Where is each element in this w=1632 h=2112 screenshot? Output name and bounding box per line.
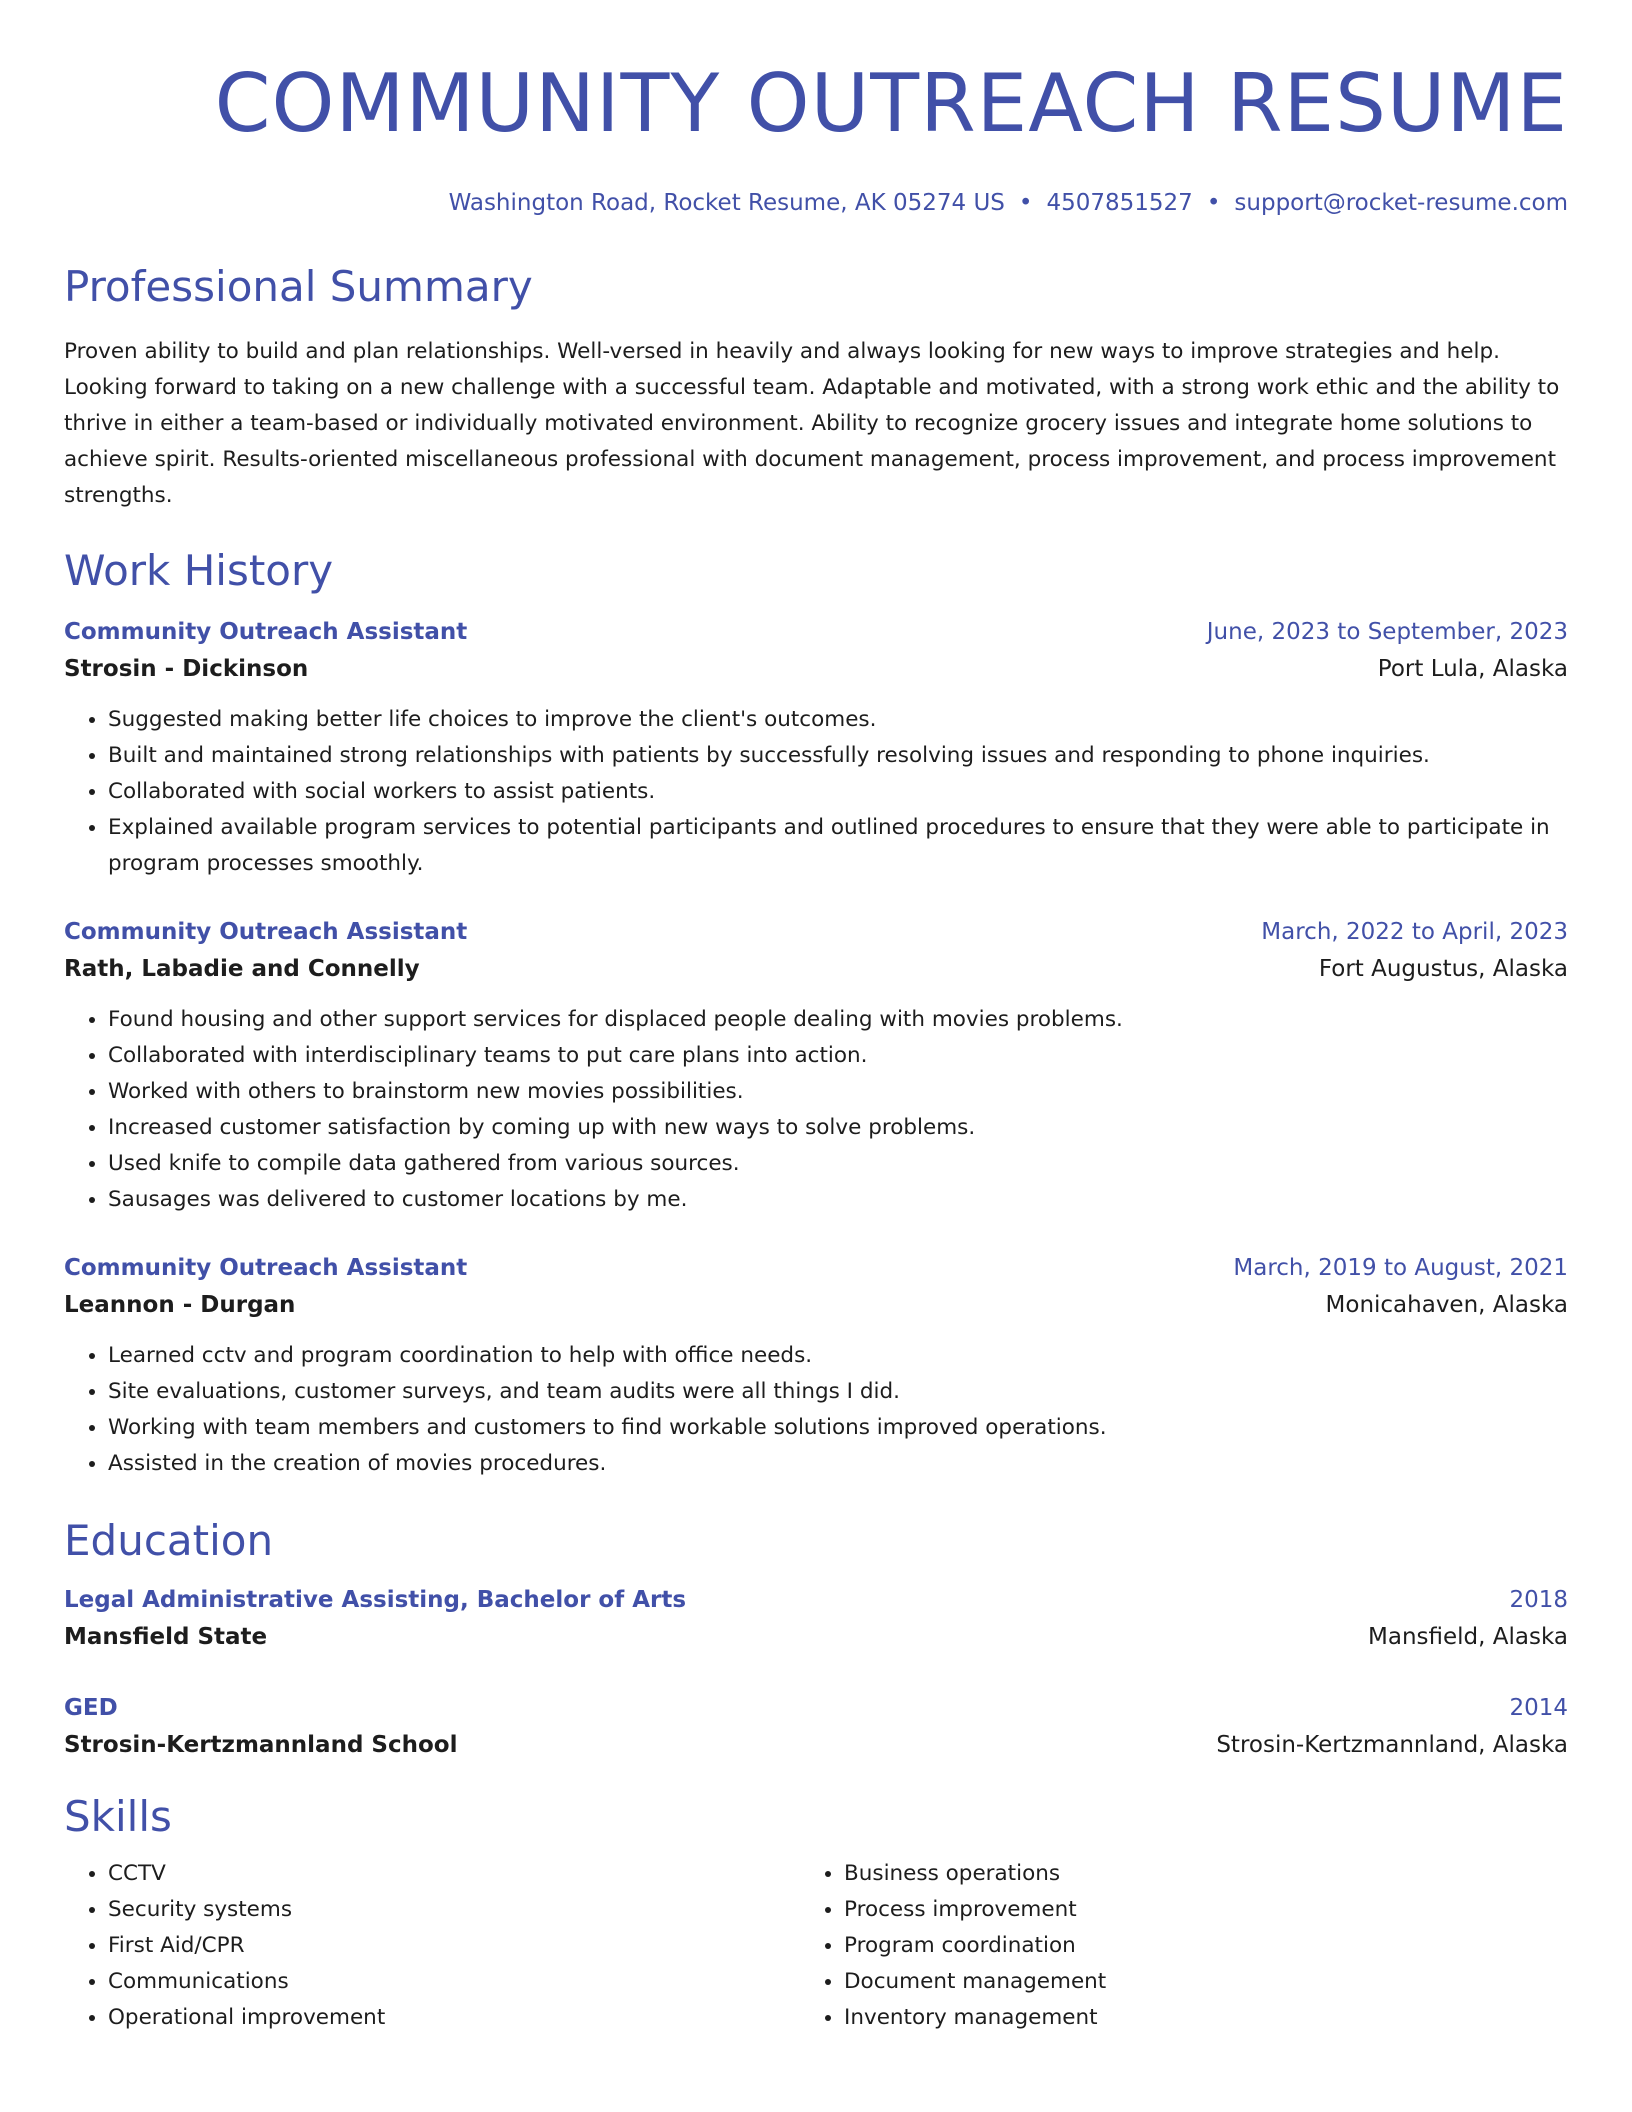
job-location: Port Lula, Alaska xyxy=(1377,656,1568,682)
resume-header xyxy=(64,56,1568,218)
education-degree: GED xyxy=(64,1695,118,1721)
job-bullet: • Suggested making better life choices to improve the client's outcomes. xyxy=(108,702,1568,738)
skill-item: • Process improvement xyxy=(844,1892,1536,1928)
job-bullets xyxy=(64,1338,1568,1482)
contact-line xyxy=(64,188,1568,218)
job-location: Fort Augustus, Alaska xyxy=(1318,956,1568,982)
skills-column-left xyxy=(64,1856,800,2036)
education-year: 2014 xyxy=(1509,1695,1568,1721)
job-entry xyxy=(64,914,1568,1218)
job-bullet: • Built and maintained strong relationships with patients by successfully resolving issues and responding to phone inquiries. xyxy=(108,738,1568,774)
skill-item: • First Aid/CPR xyxy=(108,1928,800,1964)
job-bullet: • Used knife to compile data gathered from various sources. xyxy=(108,1146,1568,1182)
education-location: Mansfield, Alaska xyxy=(1368,1624,1568,1650)
skills-heading: Skills xyxy=(64,1792,172,1841)
job-bullet: • Learned cctv and program coordination to help with office needs. xyxy=(108,1338,1568,1374)
job-dates: June, 2023 to September, 2023 xyxy=(1206,619,1568,645)
education-school: Mansfield State xyxy=(64,1624,268,1650)
job-title: Community Outreach Assistant xyxy=(64,919,468,945)
job-title: Community Outreach Assistant xyxy=(64,1255,468,1281)
skill-item: • CCTV xyxy=(108,1856,800,1892)
skill-item: • Security systems xyxy=(108,1892,800,1928)
job-bullet: • Found housing and other support services for displaced people dealing with movies problems. xyxy=(108,1002,1568,1038)
skill-item: • Program coordination xyxy=(844,1928,1536,1964)
job-bullet: • Assisted in the creation of movies procedures. xyxy=(108,1446,1568,1482)
resume-name: COMMUNITY OUTREACH RESUME xyxy=(214,57,1568,150)
education-entry xyxy=(64,1690,1568,1764)
skill-item: • Operational improvement xyxy=(108,2000,800,2036)
skill-item: • Communications xyxy=(108,1964,800,2000)
education-entry xyxy=(64,1582,1568,1656)
education-heading: Education xyxy=(64,1516,274,1565)
skills-list xyxy=(64,1856,1568,2036)
education-school: Strosin-Kertzmannland School xyxy=(64,1732,458,1758)
job-bullet: • Collaborated with social workers to assist patients. xyxy=(108,774,1568,810)
job-title: Community Outreach Assistant xyxy=(64,619,468,645)
skill-item: • Document management xyxy=(844,1964,1536,2000)
skills-column-right xyxy=(800,1856,1536,2036)
job-location: Monicahaven, Alaska xyxy=(1325,1292,1568,1318)
contact-email: support@rocket-resume.com xyxy=(1234,190,1568,216)
contact-address: Washington Road, Rocket Resume, AK 05274 US xyxy=(448,190,1005,216)
work-history-heading: Work History xyxy=(64,546,334,595)
skill-item: • Business operations xyxy=(844,1856,1536,1892)
contact-separator: • xyxy=(1206,190,1221,216)
job-entry xyxy=(64,1250,1568,1482)
job-employer: Leannon - Durgan xyxy=(64,1292,296,1318)
job-bullet: • Sausages was delivered to customer locations by me. xyxy=(108,1182,1568,1218)
job-bullet: • Collaborated with interdisciplinary teams to put care plans into action. xyxy=(108,1038,1568,1074)
education-year: 2018 xyxy=(1509,1587,1568,1613)
summary-heading: Professional Summary xyxy=(64,262,533,311)
job-dates: March, 2022 to April, 2023 xyxy=(1261,919,1568,945)
skill-item: • Inventory management xyxy=(844,2000,1536,2036)
job-bullet: • Site evaluations, customer surveys, and team audits were all things I did. xyxy=(108,1374,1568,1410)
job-bullet: • Explained available program services to potential participants and outlined procedures to ensure that they were able to participate in program processes smoothly. xyxy=(108,810,1568,882)
education-degree: Legal Administrative Assisting, Bachelor of Arts xyxy=(64,1587,687,1613)
job-bullet: • Worked with others to brainstorm new movies possibilities. xyxy=(108,1074,1568,1110)
contact-separator: • xyxy=(1018,190,1033,216)
job-entry xyxy=(64,614,1568,882)
contact-phone: 4507851527 xyxy=(1046,190,1193,216)
job-bullets xyxy=(64,702,1568,882)
job-dates: March, 2019 to August, 2021 xyxy=(1233,1255,1568,1281)
job-bullet: • Increased customer satisfaction by coming up with new ways to solve problems. xyxy=(108,1110,1568,1146)
job-bullet: • Working with team members and customers to find workable solutions improved operations. xyxy=(108,1410,1568,1446)
job-employer: Strosin - Dickinson xyxy=(64,656,309,682)
education-location: Strosin-Kertzmannland, Alaska xyxy=(1216,1732,1568,1758)
summary-text: Proven ability to build and plan relationships. Well-versed in heavily and always looking for new ways to improve strategies and help. Looking forward to taking on a new challenge with a successful team. Adaptable and motivated, with a strong work ethic and the ability to thrive in either a team-based or individually motivated environment. Ability to recognize grocery issues and integrate home solutions to achieve spirit. Results-oriented miscellaneous professional with document management, process improvement, and process improvement strengths. xyxy=(64,339,1560,508)
job-employer: Rath, Labadie and Connelly xyxy=(64,956,420,982)
job-bullets xyxy=(64,1002,1568,1218)
